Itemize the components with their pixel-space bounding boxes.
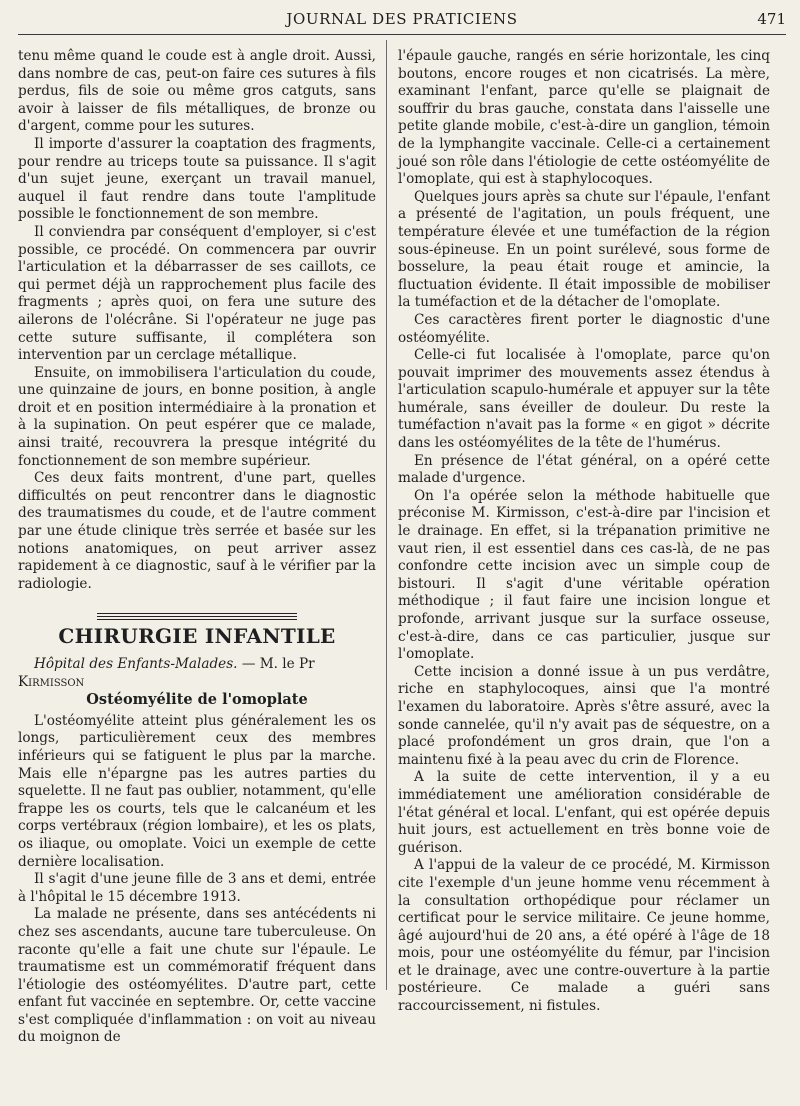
section-separator <box>97 613 297 620</box>
paragraph: Quelques jours après sa chute sur l'épaule, l'enfant a présenté de l'agitation, un pouls fréquent, une température élevée et une tuméfaction de la région sous-épineuse. En un point surélevé, sous forme de bosselure, la peau était rouge et amincie, la fluctuation évidente. Il était impossible de mobiliser la tuméfaction et de la détacher de l'omoplate. <box>398 188 770 311</box>
paragraph: l'épaule gauche, rangés en série horizontale, les cinq boutons, encore rouges et non cicatrisés. La mère, examinant l'enfant, parce qu'elle se plaignait de souffrir du bras gauche, constata dans l'aisselle une petite glande mobile, c'est-à-dire un ganglion, témoin de la lymphangite vaccinale. Celle-ci a certainement joué son rôle dans l'étiologie de cette ostéomyélite de l'omoplate, qui est à staphylocoques. <box>398 48 770 188</box>
paragraph: Ensuite, on immobilisera l'articulation du coude, une quinzaine de jours, en bonne position, à angle droit et en position intermédiaire à la pronation et à la supination. On peut espérer que ce malade, ainsi traité, recouvrera la presque intégrité du fonctionnement de son membre supérieur. <box>18 364 376 469</box>
section-title: CHIRURGIE INFANTILE <box>58 624 336 649</box>
page-number: 471 <box>757 10 786 28</box>
hospital-line <box>18 656 376 691</box>
paragraph: L'ostéomyélite atteint plus généralement les os longs, particulièrement ceux des membres inférieurs qui se fatiguent le plus par la marche. Mais elle n'épargne pas les autres parties du squelette. Il ne faut pas oublier, notamment, qu'elle frappe les os courts, tels que le calcanéum et les corps vertébraux (région lombaire), et les os plats, os iliaque, ou omoplate. Voici un exemple de cette dernière localisation. <box>18 712 376 870</box>
paragraph: Il importe d'assurer la coaptation des fragments, pour rendre au triceps toute sa puissance. Il s'agit d'un sujet jeune, exerçant un travail manuel, auquel il faut rendre dans toute l'amplitude possible le fonctionnement de son membre. <box>18 135 376 223</box>
right-column <box>398 48 770 1016</box>
paragraph: A la suite de cette intervention, il y a eu immédiatement une amélioration considérable de l'état général et local. L'enfant, qui est opérée depuis huit jours, est actuellement en très bonne voie de guérison. <box>398 769 770 856</box>
paragraph: tenu même quand le coude est à angle droit. Aussi, dans nombre de cas, peut-on faire ces sutures à fils perdus, fils de soie ou même gros catguts, sans avoir à laisser de fils métalliques, de bronze ou d'argent, comme pour les sutures. <box>18 48 376 135</box>
separator-line <box>97 616 297 617</box>
separator-line <box>97 619 297 620</box>
running-header <box>18 6 786 34</box>
author-prefix: — M. le Pr <box>237 656 315 672</box>
paragraph: En présence de l'état général, on a opéré cette malade d'urgence. <box>398 452 770 487</box>
paragraph: A l'appui de la valeur de ce procédé, M. Kirmisson cite l'exemple d'un jeune homme venu récemment à la consultation orthopédique pour réclamer un certificat pour le service militaire. Ce jeune homme, âgé aujourd'hui de 20 ans, a été opéré à l'âge de 18 mois, pour une ostéomyélite du fémur, par l'incision et le drainage, avec une contre-ouverture à la partie postérieure. Ce malade a guéri sans raccourcissement, ni fistules. <box>398 857 770 1015</box>
journal-title: JOURNAL DES PRATICIENS <box>286 10 518 28</box>
left-column <box>18 48 376 1047</box>
article-title: Ostéomyélite de l'omoplate <box>86 691 308 709</box>
paragraph: Il conviendra par conséquent d'employer, si c'est possible, ce procédé. On commencera par ouvrir l'articulation et la débarrasser de ses caillots, ce qui permet déjà un rapprochement plus facile des fragments ; après quoi, on fera une suture des ailerons de l'olécrâne. Si l'opérateur ne juge pas cette suture suffisante, il complétera son intervention par un cerclage métallique. <box>18 223 376 364</box>
header-rule <box>18 34 786 35</box>
column-divider <box>386 40 387 990</box>
paragraph: Ces caractères firent porter le diagnostic d'une ostéomyélite. <box>398 311 770 346</box>
paragraph: Celle-ci fut localisée à l'omoplate, parce qu'on pouvait imprimer des mouvements assez étendus à l'articulation scapulo-humérale et appuyer sur la tête humérale, sans éveiller de douleur. Du reste la tuméfaction n'avait pas la forme « en gigot » décrite dans les ostéomyélites de la tête de l'humérus. <box>398 347 770 452</box>
paragraph: La malade ne présente, dans ses antécédents ni chez ses ascendants, aucune tare tuberculeuse. On raconte qu'elle a fait une chute sur l'épaule. Le traumatisme est un commémoratif fréquent dans l'étiologie des ostéomyélites. D'autre part, cette enfant fut vaccinée en septembre. Or, cette vaccine s'est compliquée d'inflammation : on voit au niveau du moignon de <box>18 906 376 1046</box>
hospital-name: Hôpital des Enfants-Malades. <box>34 656 238 672</box>
author-name: Kirmisson <box>18 673 85 690</box>
paragraph: Cette incision a donné issue à un pus verdâtre, riche en staphylocoques, ainsi que l'a montré l'examen du laboratoire. Après s'être assuré, avec la sonde cannelée, qu'il n'y avait pas de séquestre, on a placé profondément un gros drain, que l'on a maintenu fixé à la peau avec du crin de Florence. <box>398 663 770 768</box>
paragraph: On l'a opérée selon la méthode habituelle que préconise M. Kirmisson, c'est-à-dire par l'incision et le drainage. En effet, si la trépanation primitive ne vaut rien, il est essentiel dans ces cas-là, de ne pas confondre cette incision avec un simple coup de bistouri. Il s'agit d'une véritable opération méthodique ; il faut faire une incision longue et profonde, arrivant jusque sur la surface osseuse, c'est-à-dire, dans ce cas particulier, jusque sur l'omoplate. <box>398 487 770 663</box>
separator-line <box>97 613 297 614</box>
paragraph: Ces deux faits montrent, d'une part, quelles difficultés on peut rencontrer dans le diagnostic des traumatismes du coude, et de l'autre comment par une étude clinique très serrée et basée sur les notions anatomiques, on peut arriver assez rapidement à ce diagnostic, sauf à le vérifier par la radiologie. <box>18 470 376 592</box>
paragraph: Il s'agit d'une jeune fille de 3 ans et demi, entrée à l'hôpital le 15 décembre 1913. <box>18 871 376 905</box>
